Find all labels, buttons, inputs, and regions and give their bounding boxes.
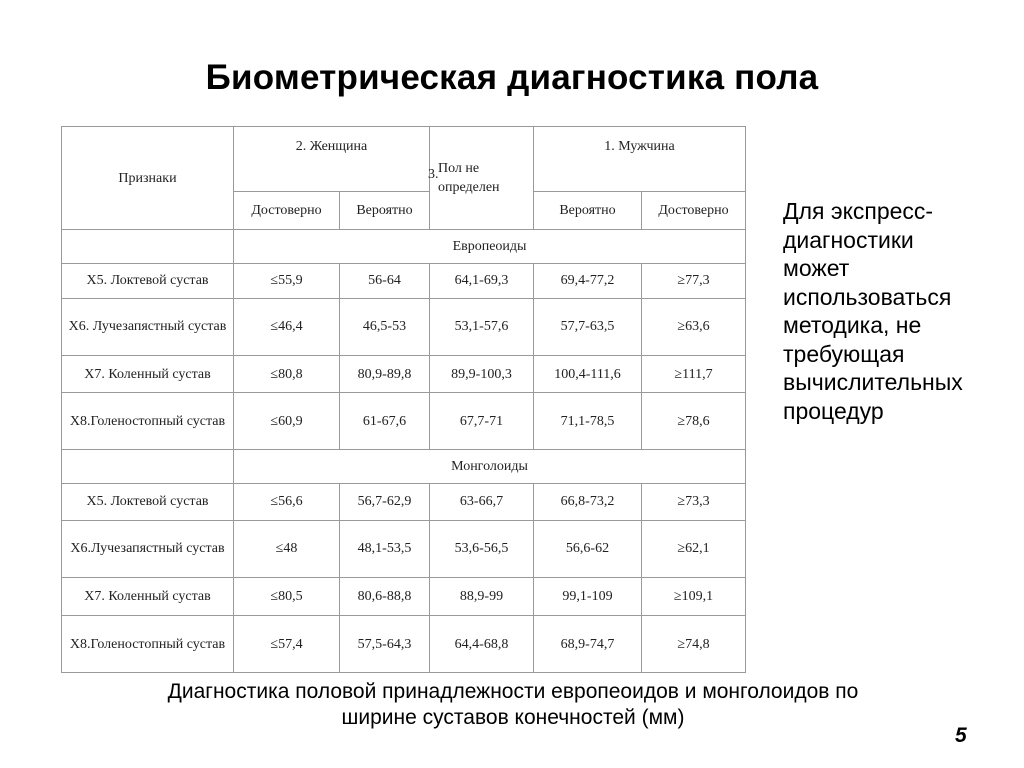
value-cell-m-prob: 100,4-111,6	[534, 356, 642, 393]
trait-cell: X6. Лучезапястный сустав	[62, 298, 234, 356]
diagnostic-table-container	[61, 126, 745, 673]
value-cell-m-prob: 71,1-78,5	[534, 393, 642, 450]
caption-line: Диагностика половой принадлежности европеоидов и монголоидов по	[167, 680, 859, 703]
group-blank-cell	[62, 230, 234, 264]
value-cell-f-rel: ≤48	[234, 520, 340, 578]
value-cell-undef: 67,7-71	[430, 393, 534, 450]
value-cell-f-prob: 46,5-53	[340, 298, 430, 356]
side-note-line: диагностики	[783, 226, 914, 253]
side-note-line: использоваться	[783, 283, 952, 310]
value-cell-m-prob: 57,7-63,5	[534, 298, 642, 356]
group-label: Европеоиды	[234, 230, 746, 264]
table-row	[62, 264, 746, 298]
value-cell-undef: 64,4-68,8	[430, 616, 534, 673]
value-cell-m-rel: ≥77,3	[642, 264, 746, 298]
trait-cell: X5. Локтевой сустав	[62, 264, 234, 298]
value-cell-m-prob: 68,9-74,7	[534, 616, 642, 673]
value-cell-undef: 53,6-56,5	[430, 520, 534, 578]
value-cell-f-prob: 57,5-64,3	[340, 616, 430, 673]
value-cell-f-rel: ≤80,8	[234, 356, 340, 393]
value-cell-m-prob: 99,1-109	[534, 578, 642, 616]
value-cell-m-prob: 56,6-62	[534, 520, 642, 578]
trait-cell: X8.Голеностопный сустав	[62, 616, 234, 673]
value-cell-f-rel: ≤56,6	[234, 484, 340, 520]
value-cell-f-prob: 56-64	[340, 264, 430, 298]
trait-cell: X7. Коленный сустав	[62, 356, 234, 393]
table-body	[62, 230, 746, 673]
value-cell-m-rel: ≥111,7	[642, 356, 746, 393]
value-cell-f-rel: ≤46,4	[234, 298, 340, 356]
value-cell-undef: 53,1-57,6	[430, 298, 534, 356]
table-row	[62, 520, 746, 578]
trait-cell: X8.Голеностопный сустав	[62, 393, 234, 450]
value-cell-m-rel: ≥62,1	[642, 520, 746, 578]
table-row	[62, 356, 746, 393]
value-cell-m-rel: ≥78,6	[642, 393, 746, 450]
slide-title: Биометрическая диагностика пола	[205, 58, 819, 97]
value-cell-m-rel: ≥109,1	[642, 578, 746, 616]
value-cell-m-prob: 69,4-77,2	[534, 264, 642, 298]
table-row	[62, 616, 746, 673]
group-blank-cell	[62, 449, 234, 483]
value-cell-undef: 89,9-100,3	[430, 356, 534, 393]
value-cell-f-rel: ≤55,9	[234, 264, 340, 298]
table-row	[62, 484, 746, 520]
header-male-reliable: Достоверно	[642, 192, 746, 230]
value-cell-undef: 88,9-99	[430, 578, 534, 616]
value-cell-m-rel: ≥63,6	[642, 298, 746, 356]
value-cell-f-prob: 48,1-53,5	[340, 520, 430, 578]
value-cell-f-prob: 56,7-62,9	[340, 484, 430, 520]
side-note-line: методика, не	[783, 312, 922, 338]
header-male-probable: Вероятно	[534, 192, 642, 230]
value-cell-f-rel: ≤57,4	[234, 616, 340, 673]
table-header	[62, 127, 746, 230]
value-cell-m-rel: ≥74,8	[642, 616, 746, 673]
value-cell-f-prob: 61-67,6	[340, 393, 430, 450]
value-cell-f-rel: ≤60,9	[234, 393, 340, 450]
caption-line: ширине суставов конечностей (мм)	[341, 706, 685, 729]
side-note-line: вычислительных	[783, 369, 963, 395]
side-note-line: требующая	[783, 340, 905, 367]
value-cell-m-rel: ≥73,3	[642, 484, 746, 520]
header-male: 1. Мужчина	[534, 127, 746, 192]
header-undefined	[430, 127, 534, 230]
group-row	[62, 230, 746, 264]
group-label: Монголоиды	[234, 449, 746, 483]
value-cell-m-prob: 66,8-73,2	[534, 484, 642, 520]
header-female-reliable: Достоверно	[234, 192, 340, 230]
page-number: 5	[955, 724, 967, 747]
value-cell-f-prob: 80,6-88,8	[340, 578, 430, 616]
diagnostic-table	[61, 126, 746, 673]
trait-cell: X5. Локтевой сустав	[62, 484, 234, 520]
value-cell-undef: 64,1-69,3	[430, 264, 534, 298]
header-female: 2. Женщина	[234, 127, 430, 192]
side-note-line: процедур	[783, 397, 884, 424]
side-note	[783, 197, 1018, 425]
header-undefined-cut-mark: 3.	[428, 167, 439, 182]
value-cell-f-prob: 80,9-89,8	[340, 356, 430, 393]
table-row	[62, 298, 746, 356]
trait-cell: X6.Лучезапястный сустав	[62, 520, 234, 578]
value-cell-f-rel: ≤80,5	[234, 578, 340, 616]
header-undefined-label: Пол не определен	[438, 161, 500, 195]
table-row	[62, 393, 746, 450]
header-female-probable: Вероятно	[340, 192, 430, 230]
table-row	[62, 578, 746, 616]
side-note-line: может	[783, 255, 850, 281]
value-cell-undef: 63-66,7	[430, 484, 534, 520]
table-caption	[60, 679, 966, 731]
group-row	[62, 449, 746, 483]
header-trait: Признаки	[62, 127, 234, 230]
trait-cell: X7. Коленный сустав	[62, 578, 234, 616]
side-note-line: Для экспресс-	[783, 198, 934, 224]
